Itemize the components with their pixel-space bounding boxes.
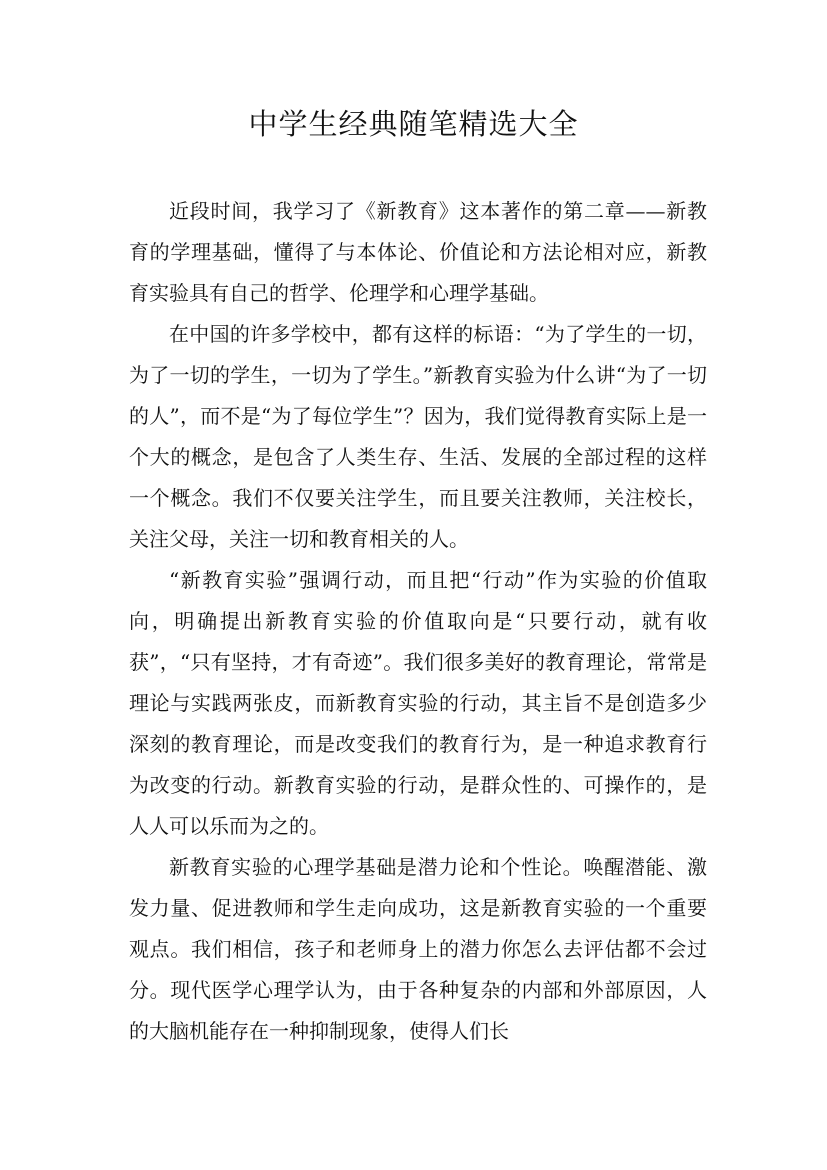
paragraph-1: 近段时间，我学习了《新教育》这本著作的第二章——新教育的学理基础，懂得了与本体论、价值论和方法论相对应，新教育实验具有自己的哲学、伦理学和心理学基础。: [129, 199, 707, 305]
paragraph-3: “新教育实验”强调行动，而且把“行动”作为实验的价值取向，明确提出新教育实验的价值取向是“只要行动，就有收获”，“只有坚持，才有奇迹”。我们很多美好的教育理论，常常是理论与实践两张皮，而新教育实验的行动，其主旨不是创造多少深刻的教育理论，而是改变我们的教育行为，是一种追求教育行为改变的行动。新教育实验的行动，是群众性的、可操作的，是人人可以乐而为之的。: [129, 568, 707, 838]
paragraph-2: 在中国的许多学校中，都有这样的标语：“为了学生的一切，为了一切的学生，一切为了学生。”新教育实验为什么讲“为了一切的人”，而不是“为了每位学生”？因为，我们觉得教育实际上是一个大的概念，是包含了人类生存、生活、发展的全部过程的这样一个概念。我们不仅要关注学生，而且要关注教师，关注校长，关注父母，关注一切和教育相关的人。: [129, 322, 707, 551]
document-body: [129, 191, 707, 1052]
document-title: 中学生经典随笔精选大全: [248, 107, 579, 141]
paragraph-4: 新教育实验的心理学基础是潜力论和个性论。唤醒潜能、激发力量、促进教师和学生走向成功，这是新教育实验的一个重要观点。我们相信，孩子和老师身上的潜力你怎么去评估都不会过分。现代医学心理学认为，由于各种复杂的内部和外部原因，人的大脑机能存在一种抑制现象，使得人们长: [129, 855, 707, 1043]
